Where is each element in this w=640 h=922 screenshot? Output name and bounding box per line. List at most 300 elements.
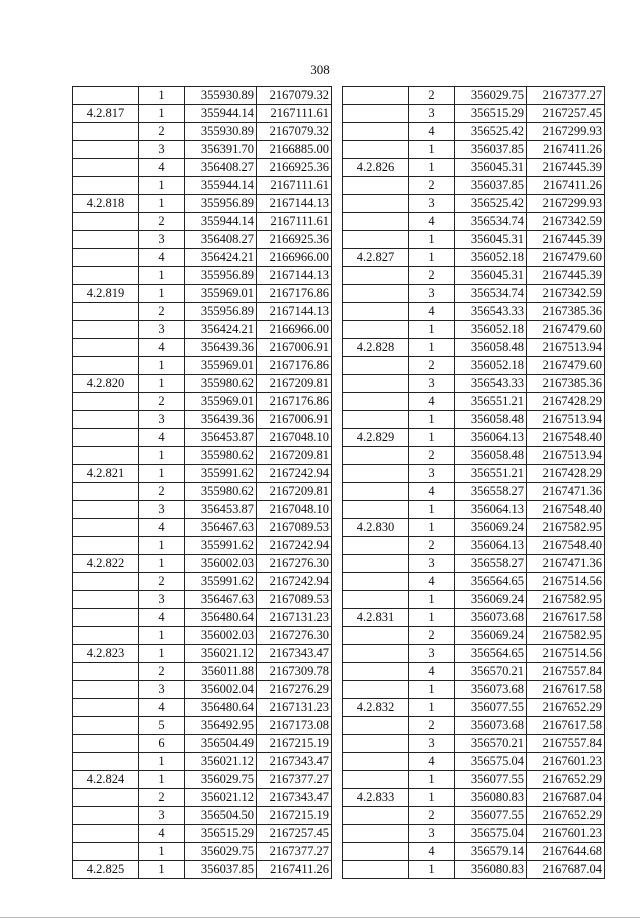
table-row bbox=[343, 465, 605, 483]
table-row bbox=[343, 519, 605, 537]
y-coordinate-cell: 2167048.10 bbox=[257, 501, 332, 519]
y-coordinate-cell: 2167209.81 bbox=[257, 375, 332, 393]
y-coordinate-cell: 2167209.81 bbox=[257, 447, 332, 465]
x-coordinate-cell: 355944.14 bbox=[185, 177, 257, 195]
parcel-id-cell: 4.2.828 bbox=[343, 339, 409, 357]
table-row bbox=[73, 681, 332, 699]
point-number-cell: 3 bbox=[139, 807, 185, 825]
y-coordinate-cell: 2167617.58 bbox=[527, 609, 605, 627]
table-row bbox=[73, 807, 332, 825]
point-number-cell: 3 bbox=[139, 141, 185, 159]
table-row bbox=[343, 699, 605, 717]
parcel-id-cell bbox=[343, 681, 409, 699]
point-number-cell: 3 bbox=[409, 105, 455, 123]
x-coordinate-cell: 356064.13 bbox=[455, 537, 527, 555]
point-number-cell: 4 bbox=[409, 123, 455, 141]
x-coordinate-cell: 356558.27 bbox=[455, 483, 527, 501]
point-number-cell: 1 bbox=[409, 861, 455, 879]
page-number: 308 bbox=[310, 62, 330, 77]
parcel-id-cell bbox=[343, 303, 409, 321]
x-coordinate-cell: 356439.36 bbox=[185, 411, 257, 429]
x-coordinate-cell: 356058.48 bbox=[455, 447, 527, 465]
point-number-cell: 1 bbox=[409, 141, 455, 159]
parcel-id-cell bbox=[73, 627, 139, 645]
point-number-cell: 1 bbox=[139, 537, 185, 555]
parcel-id-cell bbox=[73, 231, 139, 249]
point-number-cell: 3 bbox=[139, 411, 185, 429]
y-coordinate-cell: 2167343.47 bbox=[257, 753, 332, 771]
x-coordinate-cell: 356564.65 bbox=[455, 645, 527, 663]
y-coordinate-cell: 2167601.23 bbox=[527, 825, 605, 843]
point-number-cell: 1 bbox=[139, 645, 185, 663]
y-coordinate-cell: 2167111.61 bbox=[257, 105, 332, 123]
point-number-cell: 1 bbox=[139, 177, 185, 195]
y-coordinate-cell: 2167471.36 bbox=[527, 483, 605, 501]
point-number-cell: 1 bbox=[139, 285, 185, 303]
point-number-cell: 3 bbox=[409, 825, 455, 843]
parcel-id-cell bbox=[343, 555, 409, 573]
parcel-id-cell bbox=[73, 447, 139, 465]
x-coordinate-cell: 356052.18 bbox=[455, 249, 527, 267]
x-coordinate-cell: 355930.89 bbox=[185, 123, 257, 141]
y-coordinate-cell: 2167048.10 bbox=[257, 429, 332, 447]
y-coordinate-cell: 2167299.93 bbox=[527, 195, 605, 213]
point-number-cell: 2 bbox=[409, 87, 455, 105]
table-row bbox=[73, 753, 332, 771]
point-number-cell: 1 bbox=[409, 411, 455, 429]
point-number-cell: 1 bbox=[409, 771, 455, 789]
y-coordinate-cell: 2167513.94 bbox=[527, 339, 605, 357]
parcel-id-cell bbox=[343, 573, 409, 591]
y-coordinate-cell: 2167652.29 bbox=[527, 771, 605, 789]
parcel-id-cell bbox=[343, 663, 409, 681]
table-row bbox=[343, 447, 605, 465]
x-coordinate-cell: 356052.18 bbox=[455, 321, 527, 339]
parcel-id-cell bbox=[343, 825, 409, 843]
x-coordinate-cell: 356534.74 bbox=[455, 285, 527, 303]
parcel-id-cell bbox=[343, 771, 409, 789]
parcel-id-cell bbox=[343, 591, 409, 609]
x-coordinate-cell: 355956.89 bbox=[185, 195, 257, 213]
point-number-cell: 1 bbox=[139, 447, 185, 465]
x-coordinate-cell: 356073.68 bbox=[455, 609, 527, 627]
y-coordinate-cell: 2167242.94 bbox=[257, 537, 332, 555]
parcel-id-cell bbox=[343, 537, 409, 555]
point-number-cell: 1 bbox=[409, 159, 455, 177]
point-number-cell: 1 bbox=[139, 267, 185, 285]
y-coordinate-cell: 2167309.78 bbox=[257, 663, 332, 681]
parcel-id-cell bbox=[73, 321, 139, 339]
point-number-cell: 2 bbox=[139, 393, 185, 411]
table-row bbox=[73, 177, 332, 195]
point-number-cell: 3 bbox=[409, 285, 455, 303]
point-number-cell: 1 bbox=[409, 321, 455, 339]
x-coordinate-cell: 356543.33 bbox=[455, 375, 527, 393]
x-coordinate-cell: 356570.21 bbox=[455, 663, 527, 681]
x-coordinate-cell: 356029.75 bbox=[185, 771, 257, 789]
point-number-cell: 1 bbox=[409, 699, 455, 717]
table-row bbox=[73, 465, 332, 483]
x-coordinate-cell: 356029.75 bbox=[455, 87, 527, 105]
table-row bbox=[73, 789, 332, 807]
point-number-cell: 4 bbox=[409, 843, 455, 861]
parcel-id-cell bbox=[73, 609, 139, 627]
point-number-cell: 4 bbox=[409, 663, 455, 681]
point-number-cell: 1 bbox=[409, 609, 455, 627]
parcel-id-cell bbox=[73, 213, 139, 231]
table-row bbox=[343, 825, 605, 843]
x-coordinate-cell: 355969.01 bbox=[185, 357, 257, 375]
x-coordinate-cell: 356021.12 bbox=[185, 645, 257, 663]
table-row bbox=[73, 285, 332, 303]
y-coordinate-cell: 2167644.68 bbox=[527, 843, 605, 861]
table-row bbox=[73, 555, 332, 573]
parcel-id-cell bbox=[343, 321, 409, 339]
point-number-cell: 3 bbox=[409, 375, 455, 393]
point-number-cell: 3 bbox=[139, 591, 185, 609]
table-row bbox=[343, 411, 605, 429]
y-coordinate-cell: 2167342.59 bbox=[527, 213, 605, 231]
parcel-id-cell: 4.2.819 bbox=[73, 285, 139, 303]
point-number-cell: 1 bbox=[139, 195, 185, 213]
table-row bbox=[73, 393, 332, 411]
y-coordinate-cell: 2167111.61 bbox=[257, 177, 332, 195]
x-coordinate-cell: 355956.89 bbox=[185, 267, 257, 285]
y-coordinate-cell: 2167144.13 bbox=[257, 303, 332, 321]
point-number-cell: 1 bbox=[139, 375, 185, 393]
table-row bbox=[343, 645, 605, 663]
table-row bbox=[343, 483, 605, 501]
point-number-cell: 4 bbox=[139, 825, 185, 843]
y-coordinate-cell: 2167687.04 bbox=[527, 861, 605, 879]
parcel-id-cell bbox=[343, 645, 409, 663]
x-coordinate-cell: 355980.62 bbox=[185, 483, 257, 501]
parcel-id-cell bbox=[73, 159, 139, 177]
parcel-id-cell bbox=[73, 663, 139, 681]
x-coordinate-cell: 356575.04 bbox=[455, 753, 527, 771]
point-number-cell: 4 bbox=[139, 249, 185, 267]
table-row bbox=[73, 267, 332, 285]
parcel-id-cell bbox=[343, 123, 409, 141]
x-coordinate-cell: 356021.12 bbox=[185, 753, 257, 771]
x-coordinate-cell: 356467.63 bbox=[185, 591, 257, 609]
y-coordinate-cell: 2167242.94 bbox=[257, 573, 332, 591]
point-number-cell: 3 bbox=[139, 501, 185, 519]
table-row bbox=[73, 591, 332, 609]
y-coordinate-cell: 2167411.26 bbox=[527, 177, 605, 195]
x-coordinate-cell: 355956.89 bbox=[185, 303, 257, 321]
table-row bbox=[73, 825, 332, 843]
point-number-cell: 1 bbox=[139, 627, 185, 645]
table-row bbox=[343, 573, 605, 591]
point-number-cell: 2 bbox=[139, 483, 185, 501]
table-row bbox=[73, 645, 332, 663]
parcel-id-cell bbox=[73, 177, 139, 195]
table-row bbox=[73, 411, 332, 429]
x-coordinate-cell: 356037.85 bbox=[455, 141, 527, 159]
table-row bbox=[343, 663, 605, 681]
parcel-id-cell: 4.2.829 bbox=[343, 429, 409, 447]
y-coordinate-cell: 2167276.29 bbox=[257, 681, 332, 699]
point-number-cell: 3 bbox=[139, 231, 185, 249]
x-coordinate-cell: 356045.31 bbox=[455, 231, 527, 249]
point-number-cell: 1 bbox=[409, 429, 455, 447]
table-row bbox=[73, 519, 332, 537]
table-row bbox=[343, 537, 605, 555]
parcel-id-cell: 4.2.820 bbox=[73, 375, 139, 393]
parcel-id-cell: 4.2.818 bbox=[73, 195, 139, 213]
parcel-id-cell bbox=[343, 861, 409, 879]
parcel-id-cell bbox=[73, 303, 139, 321]
table-row bbox=[343, 789, 605, 807]
table-row bbox=[73, 717, 332, 735]
parcel-id-cell: 4.2.827 bbox=[343, 249, 409, 267]
parcel-id-cell bbox=[73, 807, 139, 825]
parcel-id-cell bbox=[343, 735, 409, 753]
table-row bbox=[73, 627, 332, 645]
table-row bbox=[73, 141, 332, 159]
y-coordinate-cell: 2167428.29 bbox=[527, 465, 605, 483]
table-row bbox=[73, 609, 332, 627]
parcel-id-cell bbox=[73, 681, 139, 699]
y-coordinate-cell: 2167215.19 bbox=[257, 807, 332, 825]
parcel-id-cell bbox=[343, 393, 409, 411]
parcel-id-cell bbox=[343, 843, 409, 861]
x-coordinate-cell: 356073.68 bbox=[455, 717, 527, 735]
table-row bbox=[343, 159, 605, 177]
y-coordinate-cell: 2167548.40 bbox=[527, 537, 605, 555]
x-coordinate-cell: 356408.27 bbox=[185, 231, 257, 249]
table-row bbox=[73, 231, 332, 249]
point-number-cell: 2 bbox=[409, 627, 455, 645]
parcel-id-cell bbox=[343, 717, 409, 735]
x-coordinate-cell: 356002.04 bbox=[185, 681, 257, 699]
point-number-cell: 4 bbox=[409, 573, 455, 591]
point-number-cell: 1 bbox=[139, 843, 185, 861]
parcel-id-cell bbox=[343, 195, 409, 213]
x-coordinate-cell: 356579.14 bbox=[455, 843, 527, 861]
point-number-cell: 1 bbox=[409, 339, 455, 357]
x-coordinate-cell: 356534.74 bbox=[455, 213, 527, 231]
point-number-cell: 2 bbox=[409, 357, 455, 375]
y-coordinate-cell: 2167385.36 bbox=[527, 303, 605, 321]
y-coordinate-cell: 2167513.94 bbox=[527, 447, 605, 465]
y-coordinate-cell: 2167209.81 bbox=[257, 483, 332, 501]
coordinates-table-right bbox=[342, 86, 605, 879]
parcel-id-cell: 4.2.830 bbox=[343, 519, 409, 537]
y-coordinate-cell: 2167617.58 bbox=[527, 717, 605, 735]
parcel-id-cell bbox=[73, 339, 139, 357]
table-row bbox=[343, 339, 605, 357]
y-coordinate-cell: 2167582.95 bbox=[527, 627, 605, 645]
point-number-cell: 3 bbox=[409, 195, 455, 213]
x-coordinate-cell: 355944.14 bbox=[185, 213, 257, 231]
x-coordinate-cell: 355991.62 bbox=[185, 465, 257, 483]
point-number-cell: 3 bbox=[409, 465, 455, 483]
point-number-cell: 2 bbox=[409, 807, 455, 825]
x-coordinate-cell: 356575.04 bbox=[455, 825, 527, 843]
table-row bbox=[343, 357, 605, 375]
x-coordinate-cell: 356492.95 bbox=[185, 717, 257, 735]
table-row bbox=[73, 573, 332, 591]
parcel-id-cell bbox=[73, 843, 139, 861]
point-number-cell: 1 bbox=[409, 591, 455, 609]
parcel-id-cell bbox=[73, 519, 139, 537]
y-coordinate-cell: 2167089.53 bbox=[257, 591, 332, 609]
table-row bbox=[73, 735, 332, 753]
point-number-cell: 3 bbox=[409, 555, 455, 573]
x-coordinate-cell: 356080.83 bbox=[455, 789, 527, 807]
y-coordinate-cell: 2167131.23 bbox=[257, 609, 332, 627]
table-row bbox=[343, 861, 605, 879]
x-coordinate-cell: 356077.55 bbox=[455, 771, 527, 789]
table-row bbox=[343, 87, 605, 105]
table-row bbox=[343, 285, 605, 303]
parcel-id-cell bbox=[343, 375, 409, 393]
table-row bbox=[73, 375, 332, 393]
point-number-cell: 4 bbox=[139, 699, 185, 717]
table-row bbox=[343, 681, 605, 699]
x-coordinate-cell: 356504.49 bbox=[185, 735, 257, 753]
y-coordinate-cell: 2167176.86 bbox=[257, 357, 332, 375]
table-row bbox=[73, 537, 332, 555]
y-coordinate-cell: 2167257.45 bbox=[527, 105, 605, 123]
parcel-id-cell: 4.2.821 bbox=[73, 465, 139, 483]
parcel-id-cell bbox=[73, 537, 139, 555]
table-row bbox=[73, 87, 332, 105]
table-row bbox=[73, 303, 332, 321]
table-row bbox=[343, 177, 605, 195]
table-row bbox=[73, 447, 332, 465]
y-coordinate-cell: 2167131.23 bbox=[257, 699, 332, 717]
point-number-cell: 4 bbox=[409, 483, 455, 501]
point-number-cell: 1 bbox=[139, 357, 185, 375]
point-number-cell: 1 bbox=[409, 681, 455, 699]
y-coordinate-cell: 2167299.93 bbox=[527, 123, 605, 141]
y-coordinate-cell: 2167428.29 bbox=[527, 393, 605, 411]
y-coordinate-cell: 2167479.60 bbox=[527, 357, 605, 375]
parcel-id-cell bbox=[343, 177, 409, 195]
parcel-id-cell bbox=[343, 501, 409, 519]
x-coordinate-cell: 356045.31 bbox=[455, 159, 527, 177]
y-coordinate-cell: 2167176.86 bbox=[257, 285, 332, 303]
parcel-id-cell bbox=[343, 447, 409, 465]
x-coordinate-cell: 356037.85 bbox=[455, 177, 527, 195]
x-coordinate-cell: 356077.55 bbox=[455, 807, 527, 825]
y-coordinate-cell: 2167079.32 bbox=[257, 123, 332, 141]
point-number-cell: 1 bbox=[139, 87, 185, 105]
table-row bbox=[343, 753, 605, 771]
point-number-cell: 1 bbox=[409, 789, 455, 807]
x-coordinate-cell: 356551.21 bbox=[455, 465, 527, 483]
point-number-cell: 3 bbox=[139, 681, 185, 699]
y-coordinate-cell: 2167343.47 bbox=[257, 645, 332, 663]
x-coordinate-cell: 356515.29 bbox=[455, 105, 527, 123]
x-coordinate-cell: 356570.21 bbox=[455, 735, 527, 753]
table-row bbox=[343, 267, 605, 285]
table-row bbox=[343, 501, 605, 519]
parcel-id-cell bbox=[73, 591, 139, 609]
parcel-id-cell bbox=[73, 753, 139, 771]
point-number-cell: 2 bbox=[139, 213, 185, 231]
y-coordinate-cell: 2167557.84 bbox=[527, 735, 605, 753]
y-coordinate-cell: 2166925.36 bbox=[257, 159, 332, 177]
table-row bbox=[73, 195, 332, 213]
table-row bbox=[343, 429, 605, 447]
parcel-id-cell: 4.2.825 bbox=[73, 861, 139, 879]
table-row bbox=[73, 357, 332, 375]
table-row bbox=[343, 213, 605, 231]
y-coordinate-cell: 2166885.00 bbox=[257, 141, 332, 159]
point-number-cell: 4 bbox=[139, 429, 185, 447]
x-coordinate-cell: 355980.62 bbox=[185, 375, 257, 393]
x-coordinate-cell: 356391.70 bbox=[185, 141, 257, 159]
x-coordinate-cell: 356564.65 bbox=[455, 573, 527, 591]
x-coordinate-cell: 356424.21 bbox=[185, 321, 257, 339]
table-row bbox=[343, 375, 605, 393]
table-row bbox=[343, 807, 605, 825]
y-coordinate-cell: 2167176.86 bbox=[257, 393, 332, 411]
y-coordinate-cell: 2167445.39 bbox=[527, 159, 605, 177]
point-number-cell: 1 bbox=[409, 231, 455, 249]
table-row bbox=[73, 843, 332, 861]
parcel-id-cell bbox=[343, 483, 409, 501]
point-number-cell: 2 bbox=[139, 303, 185, 321]
y-coordinate-cell: 2167582.95 bbox=[527, 519, 605, 537]
y-coordinate-cell: 2167276.30 bbox=[257, 555, 332, 573]
x-coordinate-cell: 355969.01 bbox=[185, 285, 257, 303]
point-number-cell: 2 bbox=[409, 267, 455, 285]
y-coordinate-cell: 2167479.60 bbox=[527, 321, 605, 339]
x-coordinate-cell: 355944.14 bbox=[185, 105, 257, 123]
table-row bbox=[73, 249, 332, 267]
parcel-id-cell bbox=[343, 411, 409, 429]
table-row bbox=[343, 231, 605, 249]
point-number-cell: 3 bbox=[409, 645, 455, 663]
point-number-cell: 2 bbox=[139, 789, 185, 807]
y-coordinate-cell: 2166966.00 bbox=[257, 321, 332, 339]
parcel-id-cell bbox=[73, 699, 139, 717]
table-row bbox=[73, 213, 332, 231]
parcel-id-cell bbox=[343, 231, 409, 249]
table-row bbox=[73, 699, 332, 717]
table-row bbox=[73, 861, 332, 879]
table-row bbox=[73, 105, 332, 123]
page-bottom-edge bbox=[0, 917, 640, 918]
x-coordinate-cell: 356029.75 bbox=[185, 843, 257, 861]
y-coordinate-cell: 2167601.23 bbox=[527, 753, 605, 771]
y-coordinate-cell: 2167377.27 bbox=[527, 87, 605, 105]
parcel-id-cell bbox=[73, 267, 139, 285]
y-coordinate-cell: 2167144.13 bbox=[257, 267, 332, 285]
parcel-id-cell bbox=[73, 393, 139, 411]
x-coordinate-cell: 356480.64 bbox=[185, 609, 257, 627]
table-row bbox=[73, 321, 332, 339]
parcel-id-cell bbox=[73, 357, 139, 375]
parcel-id-cell bbox=[73, 717, 139, 735]
x-coordinate-cell: 356080.83 bbox=[455, 861, 527, 879]
y-coordinate-cell: 2167411.26 bbox=[257, 861, 332, 879]
parcel-id-cell bbox=[343, 627, 409, 645]
parcel-id-cell bbox=[73, 573, 139, 591]
table-row bbox=[73, 771, 332, 789]
y-coordinate-cell: 2167687.04 bbox=[527, 789, 605, 807]
y-coordinate-cell: 2167445.39 bbox=[527, 267, 605, 285]
y-coordinate-cell: 2167548.40 bbox=[527, 501, 605, 519]
point-number-cell: 5 bbox=[139, 717, 185, 735]
point-number-cell: 1 bbox=[139, 465, 185, 483]
y-coordinate-cell: 2167257.45 bbox=[257, 825, 332, 843]
